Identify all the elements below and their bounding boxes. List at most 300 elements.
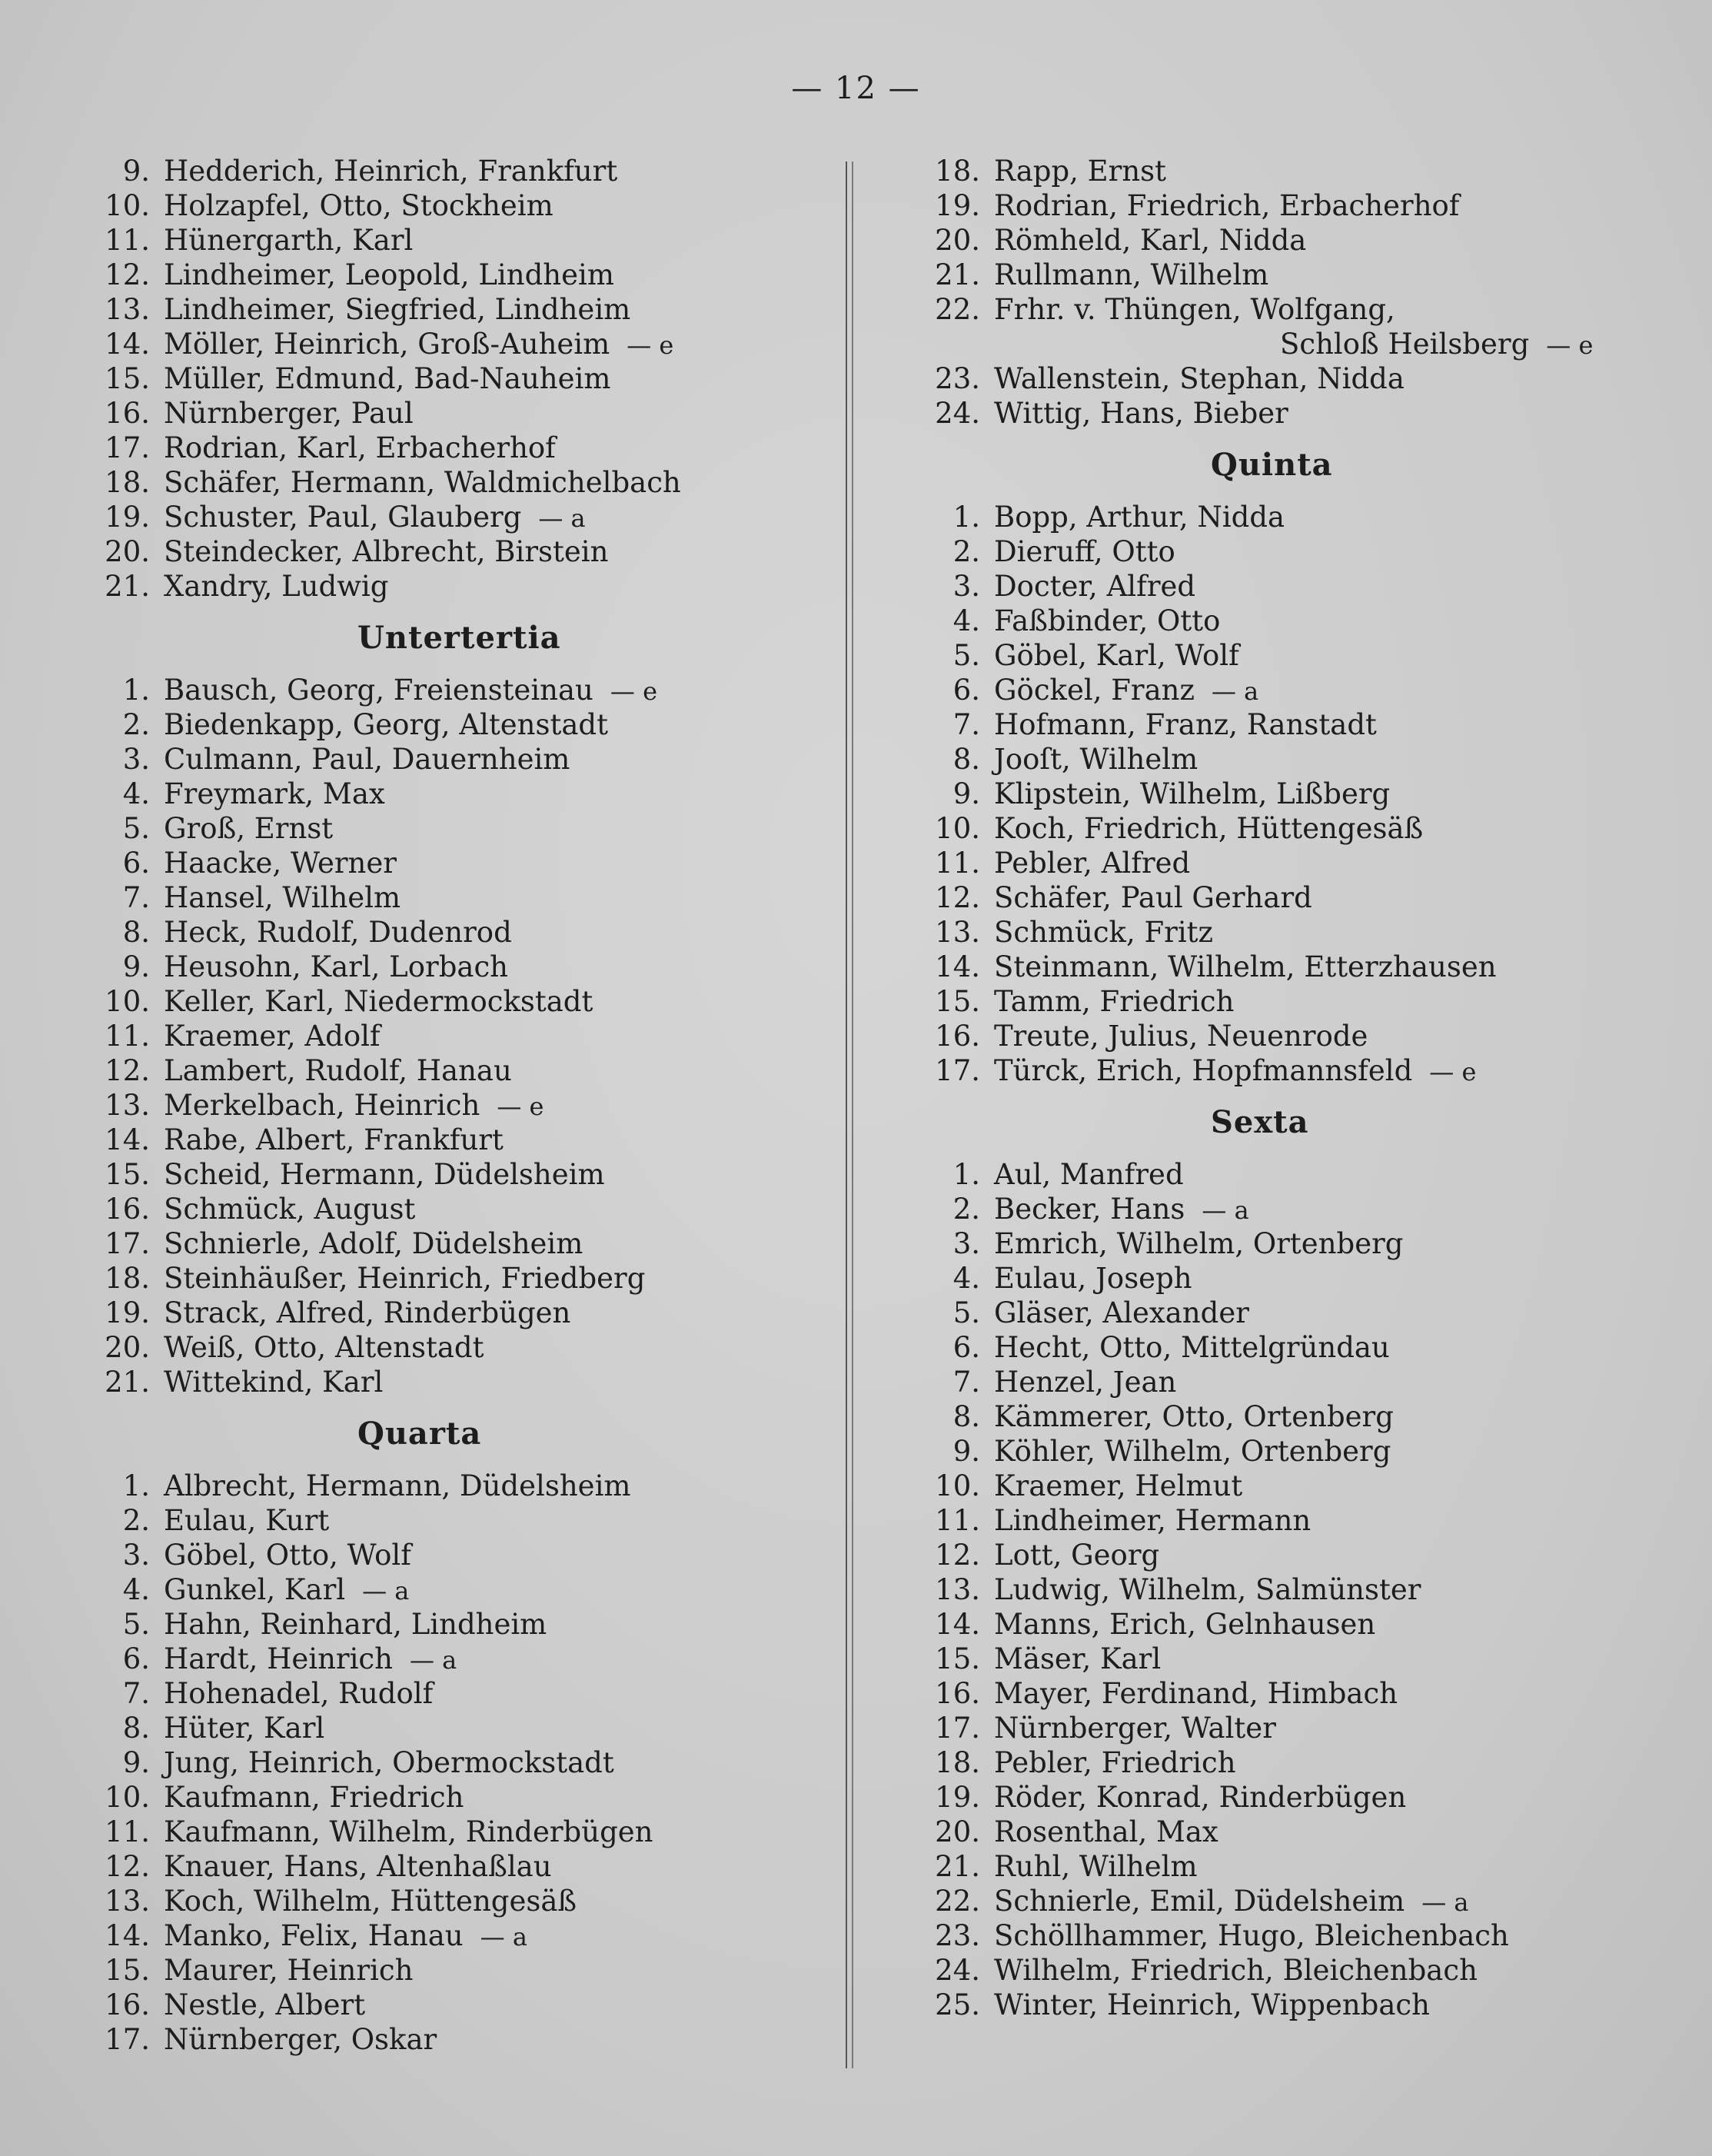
student-name: Maurer, Heinrich	[164, 1954, 414, 1987]
list-item	[73, 1226, 765, 1261]
item-number: 15.	[935, 985, 980, 1018]
list-item	[903, 1572, 1657, 1607]
student-name: Schnierle, Emil, Düdelsheim	[994, 1885, 1405, 1918]
item-number: 17.	[105, 1227, 150, 1260]
student-name: Steindecker, Albrecht, Birstein	[164, 535, 609, 568]
item-number: 13.	[935, 1573, 980, 1606]
section-heading: Untertertia	[357, 620, 561, 656]
item-number: 21.	[935, 1850, 980, 1883]
list-item	[73, 1918, 765, 1953]
section-heading: Quinta	[1211, 447, 1333, 483]
list-item	[903, 1780, 1657, 1815]
list-item	[903, 673, 1657, 707]
item-number: 14.	[935, 950, 980, 983]
list-item	[903, 1434, 1657, 1469]
item-number: 3.	[952, 1227, 980, 1260]
item-number: 13.	[105, 1089, 150, 1122]
student-name: Wallenstein, Stephan, Nidda	[994, 362, 1405, 395]
student-name: Winter, Heinrich, Wippenbach	[994, 1988, 1430, 2021]
item-number: 9.	[122, 1746, 150, 1779]
student-name: Schäfer, Paul Gerhard	[994, 881, 1312, 914]
item-number: 7.	[952, 708, 980, 741]
item-number: 5.	[122, 812, 150, 845]
student-name: Hofmann, Franz, Ranstadt	[994, 708, 1377, 741]
list-item	[73, 880, 765, 915]
item-number: 15.	[105, 362, 150, 395]
student-name: Ruhl, Wilhelm	[994, 1850, 1198, 1883]
list-item	[73, 569, 765, 604]
list-item	[73, 1815, 765, 1849]
student-name: Nürnberger, Oskar	[164, 2023, 437, 2056]
remark-mark: — e	[627, 331, 674, 360]
list-item	[903, 984, 1657, 1019]
list-item	[73, 1711, 765, 1745]
item-number: 1.	[952, 1158, 980, 1191]
right-column	[903, 154, 1657, 2022]
item-number: 19.	[935, 1781, 980, 1814]
student-name: Köhler, Wilhelm, Ortenberg	[994, 1435, 1391, 1468]
student-name: Göbel, Otto, Wolf	[164, 1539, 411, 1572]
student-name: Strack, Alfred, Rinderbügen	[164, 1296, 571, 1329]
remark-mark: — a	[1211, 677, 1259, 706]
item-number: 10.	[105, 985, 150, 1018]
item-number: 14.	[105, 328, 150, 361]
student-name: Schmück, Fritz	[994, 916, 1214, 949]
student-name: Freymark, Max	[164, 777, 385, 810]
student-name: Merkelbach, Heinrich	[164, 1089, 480, 1122]
list-item	[73, 1365, 765, 1399]
item-number: 4.	[952, 1262, 980, 1295]
list-item	[73, 1503, 765, 1538]
list-item	[73, 673, 765, 707]
item-number: 11.	[935, 847, 980, 880]
list-item	[73, 1019, 765, 1053]
student-name: Emrich, Wilhelm, Ortenberg	[994, 1227, 1404, 1260]
student-name: Faßbinder, Otto	[994, 604, 1221, 637]
item-number: 17.	[935, 1054, 980, 1087]
student-name: Gunkel, Karl	[164, 1573, 346, 1606]
list-item	[903, 1296, 1657, 1330]
list-item	[903, 500, 1657, 534]
item-number: 8.	[122, 916, 150, 949]
list-item	[73, 1261, 765, 1296]
student-name: Knauer, Hans, Altenhaßlau	[164, 1850, 552, 1883]
item-number: 8.	[952, 743, 980, 776]
student-name: Röder, Konrad, Rinderbügen	[994, 1781, 1407, 1814]
student-name: Nürnberger, Walter	[994, 1712, 1276, 1745]
item-number: 1.	[122, 1469, 150, 1502]
item-number: 3.	[952, 570, 980, 603]
student-name: Becker, Hans	[994, 1193, 1185, 1226]
item-number: 1.	[122, 674, 150, 707]
list-item	[903, 880, 1657, 915]
student-name: Bausch, Georg, Freiensteinau	[164, 674, 593, 707]
student-name: Rodrian, Karl, Erbacherhof	[164, 431, 556, 464]
student-name: Kaufmann, Friedrich	[164, 1781, 464, 1814]
item-number: 4.	[952, 604, 980, 637]
student-name: Groß, Ernst	[164, 812, 334, 845]
list-item	[73, 1572, 765, 1607]
item-number: 7.	[952, 1366, 980, 1399]
list-item	[903, 1815, 1657, 1849]
student-name: Jung, Heinrich, Obermockstadt	[164, 1746, 614, 1779]
item-number: 20.	[935, 1815, 980, 1848]
item-number: 4.	[122, 1573, 150, 1606]
item-number: 3.	[122, 1539, 150, 1572]
item-number: 1.	[952, 501, 980, 534]
item-number: 9.	[122, 155, 150, 188]
item-number: 6.	[122, 847, 150, 880]
list-item	[73, 1192, 765, 1226]
list-item	[903, 361, 1657, 396]
student-name: Aul, Manfred	[994, 1158, 1184, 1191]
list-item	[73, 258, 765, 292]
student-name: Frhr. v. Thüngen, Wolfgang,	[994, 293, 1395, 326]
item-number: 18.	[935, 1746, 980, 1779]
student-name: Schuster, Paul, Glauberg	[164, 501, 522, 534]
list-item	[903, 604, 1657, 638]
item-number: 7.	[122, 1677, 150, 1710]
list-item	[903, 1918, 1657, 1953]
item-number: 18.	[105, 466, 150, 499]
student-name: Schmück, August	[164, 1193, 416, 1226]
item-number: 20.	[105, 535, 150, 568]
item-number: 20.	[935, 224, 980, 257]
list-item	[73, 396, 765, 431]
list-item	[903, 1953, 1657, 1988]
student-name: Albrecht, Hermann, Düdelsheim	[164, 1469, 631, 1502]
student-name: Hünergarth, Karl	[164, 224, 414, 257]
student-name: Biedenkapp, Georg, Altenstadt	[164, 708, 608, 741]
list-item	[73, 1469, 765, 1503]
item-number: 12.	[105, 258, 150, 291]
item-number: 10.	[105, 1781, 150, 1814]
list-item	[73, 1953, 765, 1988]
item-number: 12.	[105, 1054, 150, 1087]
remark-mark: — a	[362, 1576, 410, 1605]
student-name: Jooſt, Wilhelm	[994, 743, 1198, 776]
item-number: 3.	[122, 743, 150, 776]
list-item	[73, 707, 765, 742]
list-item	[903, 950, 1657, 984]
item-number: 25.	[935, 1988, 980, 2021]
item-number: 21.	[105, 1366, 150, 1399]
list-item	[73, 1088, 765, 1123]
item-number: 16.	[935, 1020, 980, 1053]
student-name: Steinmann, Wilhelm, Etterzhausen	[994, 950, 1497, 983]
item-number: 13.	[105, 293, 150, 326]
item-number: 15.	[935, 1642, 980, 1675]
student-name: Kraemer, Adolf	[164, 1020, 381, 1053]
remark-mark: — a	[1421, 1888, 1469, 1917]
list-item	[903, 1192, 1657, 1226]
student-name: Rapp, Ernst	[994, 155, 1167, 188]
list-item	[903, 1642, 1657, 1676]
list-item	[903, 638, 1657, 673]
student-name: Göckel, Franz	[994, 674, 1195, 707]
item-number: 7.	[122, 881, 150, 914]
list-item	[73, 777, 765, 811]
student-name: Koch, Friedrich, Hüttengesäß	[994, 812, 1424, 845]
student-name: Xandry, Ludwig	[164, 570, 389, 603]
list-item	[73, 465, 765, 500]
item-number: 18.	[935, 155, 980, 188]
list-item	[73, 950, 765, 984]
list-item	[903, 1538, 1657, 1572]
student-name: Schäfer, Hermann, Waldmichelbach	[164, 466, 681, 499]
item-number: 2.	[952, 535, 980, 568]
item-number: 21.	[935, 258, 980, 291]
list-item	[73, 1676, 765, 1711]
student-name: Hedderich, Heinrich, Frankfurt	[164, 155, 618, 188]
item-number: 6.	[952, 674, 980, 707]
item-number: 2.	[122, 708, 150, 741]
item-number: 5.	[952, 639, 980, 672]
student-name: Wittekind, Karl	[164, 1366, 384, 1399]
student-name: Hüter, Karl	[164, 1712, 325, 1745]
item-number: 22.	[935, 1885, 980, 1918]
item-number: 2.	[122, 1504, 150, 1537]
item-number: 11.	[105, 1815, 150, 1848]
item-number: 9.	[952, 1435, 980, 1468]
student-name: Weiß, Otto, Altenstadt	[164, 1331, 484, 1364]
list-item	[73, 1157, 765, 1192]
item-number: 8.	[122, 1712, 150, 1745]
item-number: 15.	[105, 1158, 150, 1191]
left-column	[73, 154, 765, 2057]
student-name: Rosenthal, Max	[994, 1815, 1218, 1848]
page-number: — 12 —	[791, 71, 921, 106]
student-name: Treute, Julius, Neuenrode	[994, 1020, 1368, 1053]
item-number: 20.	[105, 1331, 150, 1364]
item-number: 10.	[935, 812, 980, 845]
item-number: 17.	[935, 1712, 980, 1745]
student-name: Manns, Erich, Gelnhausen	[994, 1608, 1376, 1641]
student-name: Haacke, Werner	[164, 847, 397, 880]
student-name: Wilhelm, Friedrich, Bleichenbach	[994, 1954, 1478, 1987]
remark-mark: — a	[410, 1645, 457, 1675]
item-number: 16.	[105, 397, 150, 430]
student-name: Keller, Karl, Niedermockstadt	[164, 985, 593, 1018]
item-number: 9.	[952, 777, 980, 810]
student-name: Pebler, Alfred	[994, 847, 1191, 880]
student-name: Heck, Rudolf, Dudenrod	[164, 916, 512, 949]
item-number: 2.	[952, 1193, 980, 1226]
student-name: Lott, Georg	[994, 1539, 1160, 1572]
list-item	[903, 188, 1657, 223]
item-number: 14.	[935, 1608, 980, 1641]
list-item	[903, 1053, 1657, 1088]
student-name: Tamm, Friedrich	[994, 985, 1235, 1018]
list-item	[73, 292, 765, 327]
item-number: 16.	[105, 1193, 150, 1226]
list-item	[73, 1988, 765, 2022]
item-number: 23.	[935, 362, 980, 395]
list-item	[73, 1642, 765, 1676]
item-number: 12.	[105, 1850, 150, 1883]
student-name: Holzapfel, Otto, Stockheim	[164, 189, 553, 222]
student-name: Bopp, Arthur, Nidda	[994, 501, 1285, 534]
list-item	[903, 1365, 1657, 1399]
column-divider	[846, 161, 847, 2068]
list-item	[903, 1261, 1657, 1296]
item-number: 15.	[105, 1954, 150, 1987]
student-name: Lindheimer, Leopold, Lindheim	[164, 258, 614, 291]
item-number: 10.	[935, 1469, 980, 1502]
list-item	[903, 569, 1657, 604]
student-name: Rullmann, Wilhelm	[994, 258, 1269, 291]
student-name: Römheld, Karl, Nidda	[994, 224, 1307, 257]
item-number: 6.	[122, 1642, 150, 1675]
student-name: Nestle, Albert	[164, 1988, 366, 2021]
list-item	[903, 1607, 1657, 1642]
remark-mark: — a	[538, 504, 586, 533]
item-number: 14.	[105, 1123, 150, 1156]
student-name: Steinhäußer, Heinrich, Friedberg	[164, 1262, 646, 1295]
list-item	[73, 431, 765, 465]
student-name: Docter, Alfred	[994, 570, 1196, 603]
list-item	[903, 258, 1657, 292]
list-item	[903, 1399, 1657, 1434]
student-name: Lindheimer, Hermann	[994, 1504, 1311, 1537]
list-item	[903, 915, 1657, 950]
list-item	[903, 777, 1657, 811]
student-name: Schöllhammer, Hugo, Bleichenbach	[994, 1919, 1509, 1952]
list-item	[903, 534, 1657, 569]
item-number: 5.	[952, 1296, 980, 1329]
item-number: 12.	[935, 881, 980, 914]
student-name: Mäser, Karl	[994, 1642, 1162, 1675]
list-item-continuation	[903, 327, 1657, 361]
list-item	[903, 154, 1657, 188]
list-item	[903, 1330, 1657, 1365]
list-item	[73, 500, 765, 534]
student-name: Schloß Heilsberg	[1280, 328, 1530, 361]
list-item	[73, 742, 765, 777]
student-name: Heusohn, Karl, Lorbach	[164, 950, 509, 983]
student-name: Hardt, Heinrich	[164, 1642, 393, 1675]
list-item	[903, 1884, 1657, 1918]
student-name: Eulau, Joseph	[994, 1262, 1192, 1295]
list-item	[903, 707, 1657, 742]
item-number: 19.	[105, 501, 150, 534]
remark-mark: — e	[497, 1092, 544, 1121]
student-name: Manko, Felix, Hanau	[164, 1919, 464, 1952]
student-name: Henzel, Jean	[994, 1366, 1177, 1399]
student-name: Scheid, Hermann, Düdelsheim	[164, 1158, 605, 1191]
list-item	[903, 742, 1657, 777]
list-item	[903, 1019, 1657, 1053]
list-item	[73, 534, 765, 569]
student-name: Schnierle, Adolf, Düdelsheim	[164, 1227, 583, 1260]
student-name: Hansel, Wilhelm	[164, 881, 401, 914]
student-name: Culmann, Paul, Dauernheim	[164, 743, 570, 776]
student-name: Dieruff, Otto	[994, 535, 1175, 568]
student-name: Ludwig, Wilhelm, Salmünster	[994, 1573, 1421, 1606]
student-name: Hahn, Reinhard, Lindheim	[164, 1608, 547, 1641]
item-number: 8.	[952, 1400, 980, 1433]
student-name: Rodrian, Friedrich, Erbacherhof	[994, 189, 1460, 222]
student-name: Klipstein, Wilhelm, Lißberg	[994, 777, 1391, 810]
student-name: Koch, Wilhelm, Hüttengesäß	[164, 1885, 577, 1918]
student-name: Lindheimer, Siegfried, Lindheim	[164, 293, 631, 326]
item-number: 11.	[105, 224, 150, 257]
section-heading: Sexta	[1211, 1104, 1309, 1140]
item-number: 24.	[935, 397, 980, 430]
list-item	[903, 846, 1657, 880]
list-item	[903, 1503, 1657, 1538]
list-item	[73, 154, 765, 188]
item-number: 11.	[105, 1020, 150, 1053]
list-item	[73, 2022, 765, 2057]
student-name: Göbel, Karl, Wolf	[994, 639, 1239, 672]
student-name: Kraemer, Helmut	[994, 1469, 1243, 1502]
item-number: 9.	[122, 950, 150, 983]
item-number: 5.	[122, 1608, 150, 1641]
list-item	[73, 1123, 765, 1157]
list-item	[903, 811, 1657, 846]
list-item	[903, 223, 1657, 258]
item-number: 17.	[105, 2023, 150, 2056]
list-item	[73, 1849, 765, 1884]
list-item	[73, 1538, 765, 1572]
list-item	[73, 811, 765, 846]
student-name: Mayer, Ferdinand, Himbach	[994, 1677, 1398, 1710]
student-name: Gläser, Alexander	[994, 1296, 1249, 1329]
item-number: 14.	[105, 1919, 150, 1952]
item-number: 6.	[952, 1331, 980, 1364]
section-heading: Quarta	[357, 1416, 482, 1452]
item-number: 17.	[105, 431, 150, 464]
student-name: Möller, Heinrich, Groß-Auheim	[164, 328, 610, 361]
student-name: Müller, Edmund, Bad-Nauheim	[164, 362, 611, 395]
list-item	[73, 846, 765, 880]
student-name: Türck, Erich, Hopfmannsfeld	[994, 1054, 1413, 1087]
item-number: 18.	[105, 1262, 150, 1295]
list-item	[903, 396, 1657, 431]
list-item	[903, 1711, 1657, 1745]
list-item	[73, 223, 765, 258]
item-number: 24.	[935, 1954, 980, 1987]
item-number: 13.	[935, 916, 980, 949]
student-name: Kaufmann, Wilhelm, Rinderbügen	[164, 1815, 653, 1848]
student-name: Wittig, Hans, Bieber	[994, 397, 1288, 430]
remark-mark: — e	[1546, 331, 1594, 360]
item-number: 4.	[122, 777, 150, 810]
item-number: 16.	[105, 1988, 150, 2021]
list-item	[73, 915, 765, 950]
student-name: Nürnberger, Paul	[164, 397, 414, 430]
student-name: Rabe, Albert, Frankfurt	[164, 1123, 504, 1156]
list-item	[73, 1053, 765, 1088]
list-item	[73, 1780, 765, 1815]
remark-mark: — a	[1202, 1196, 1249, 1225]
student-name: Hecht, Otto, Mittelgründau	[994, 1331, 1390, 1364]
item-number: 22.	[935, 293, 980, 326]
list-item	[903, 1676, 1657, 1711]
student-name: Kämmerer, Otto, Ortenberg	[994, 1400, 1394, 1433]
list-item	[903, 1226, 1657, 1261]
item-number: 23.	[935, 1919, 980, 1952]
item-number: 21.	[105, 570, 150, 603]
item-number: 19.	[105, 1296, 150, 1329]
item-number: 11.	[935, 1504, 980, 1537]
list-item	[903, 1469, 1657, 1503]
list-item	[73, 1607, 765, 1642]
remark-mark: — a	[480, 1922, 527, 1951]
remark-mark: — e	[1429, 1057, 1477, 1086]
item-number: 16.	[935, 1677, 980, 1710]
